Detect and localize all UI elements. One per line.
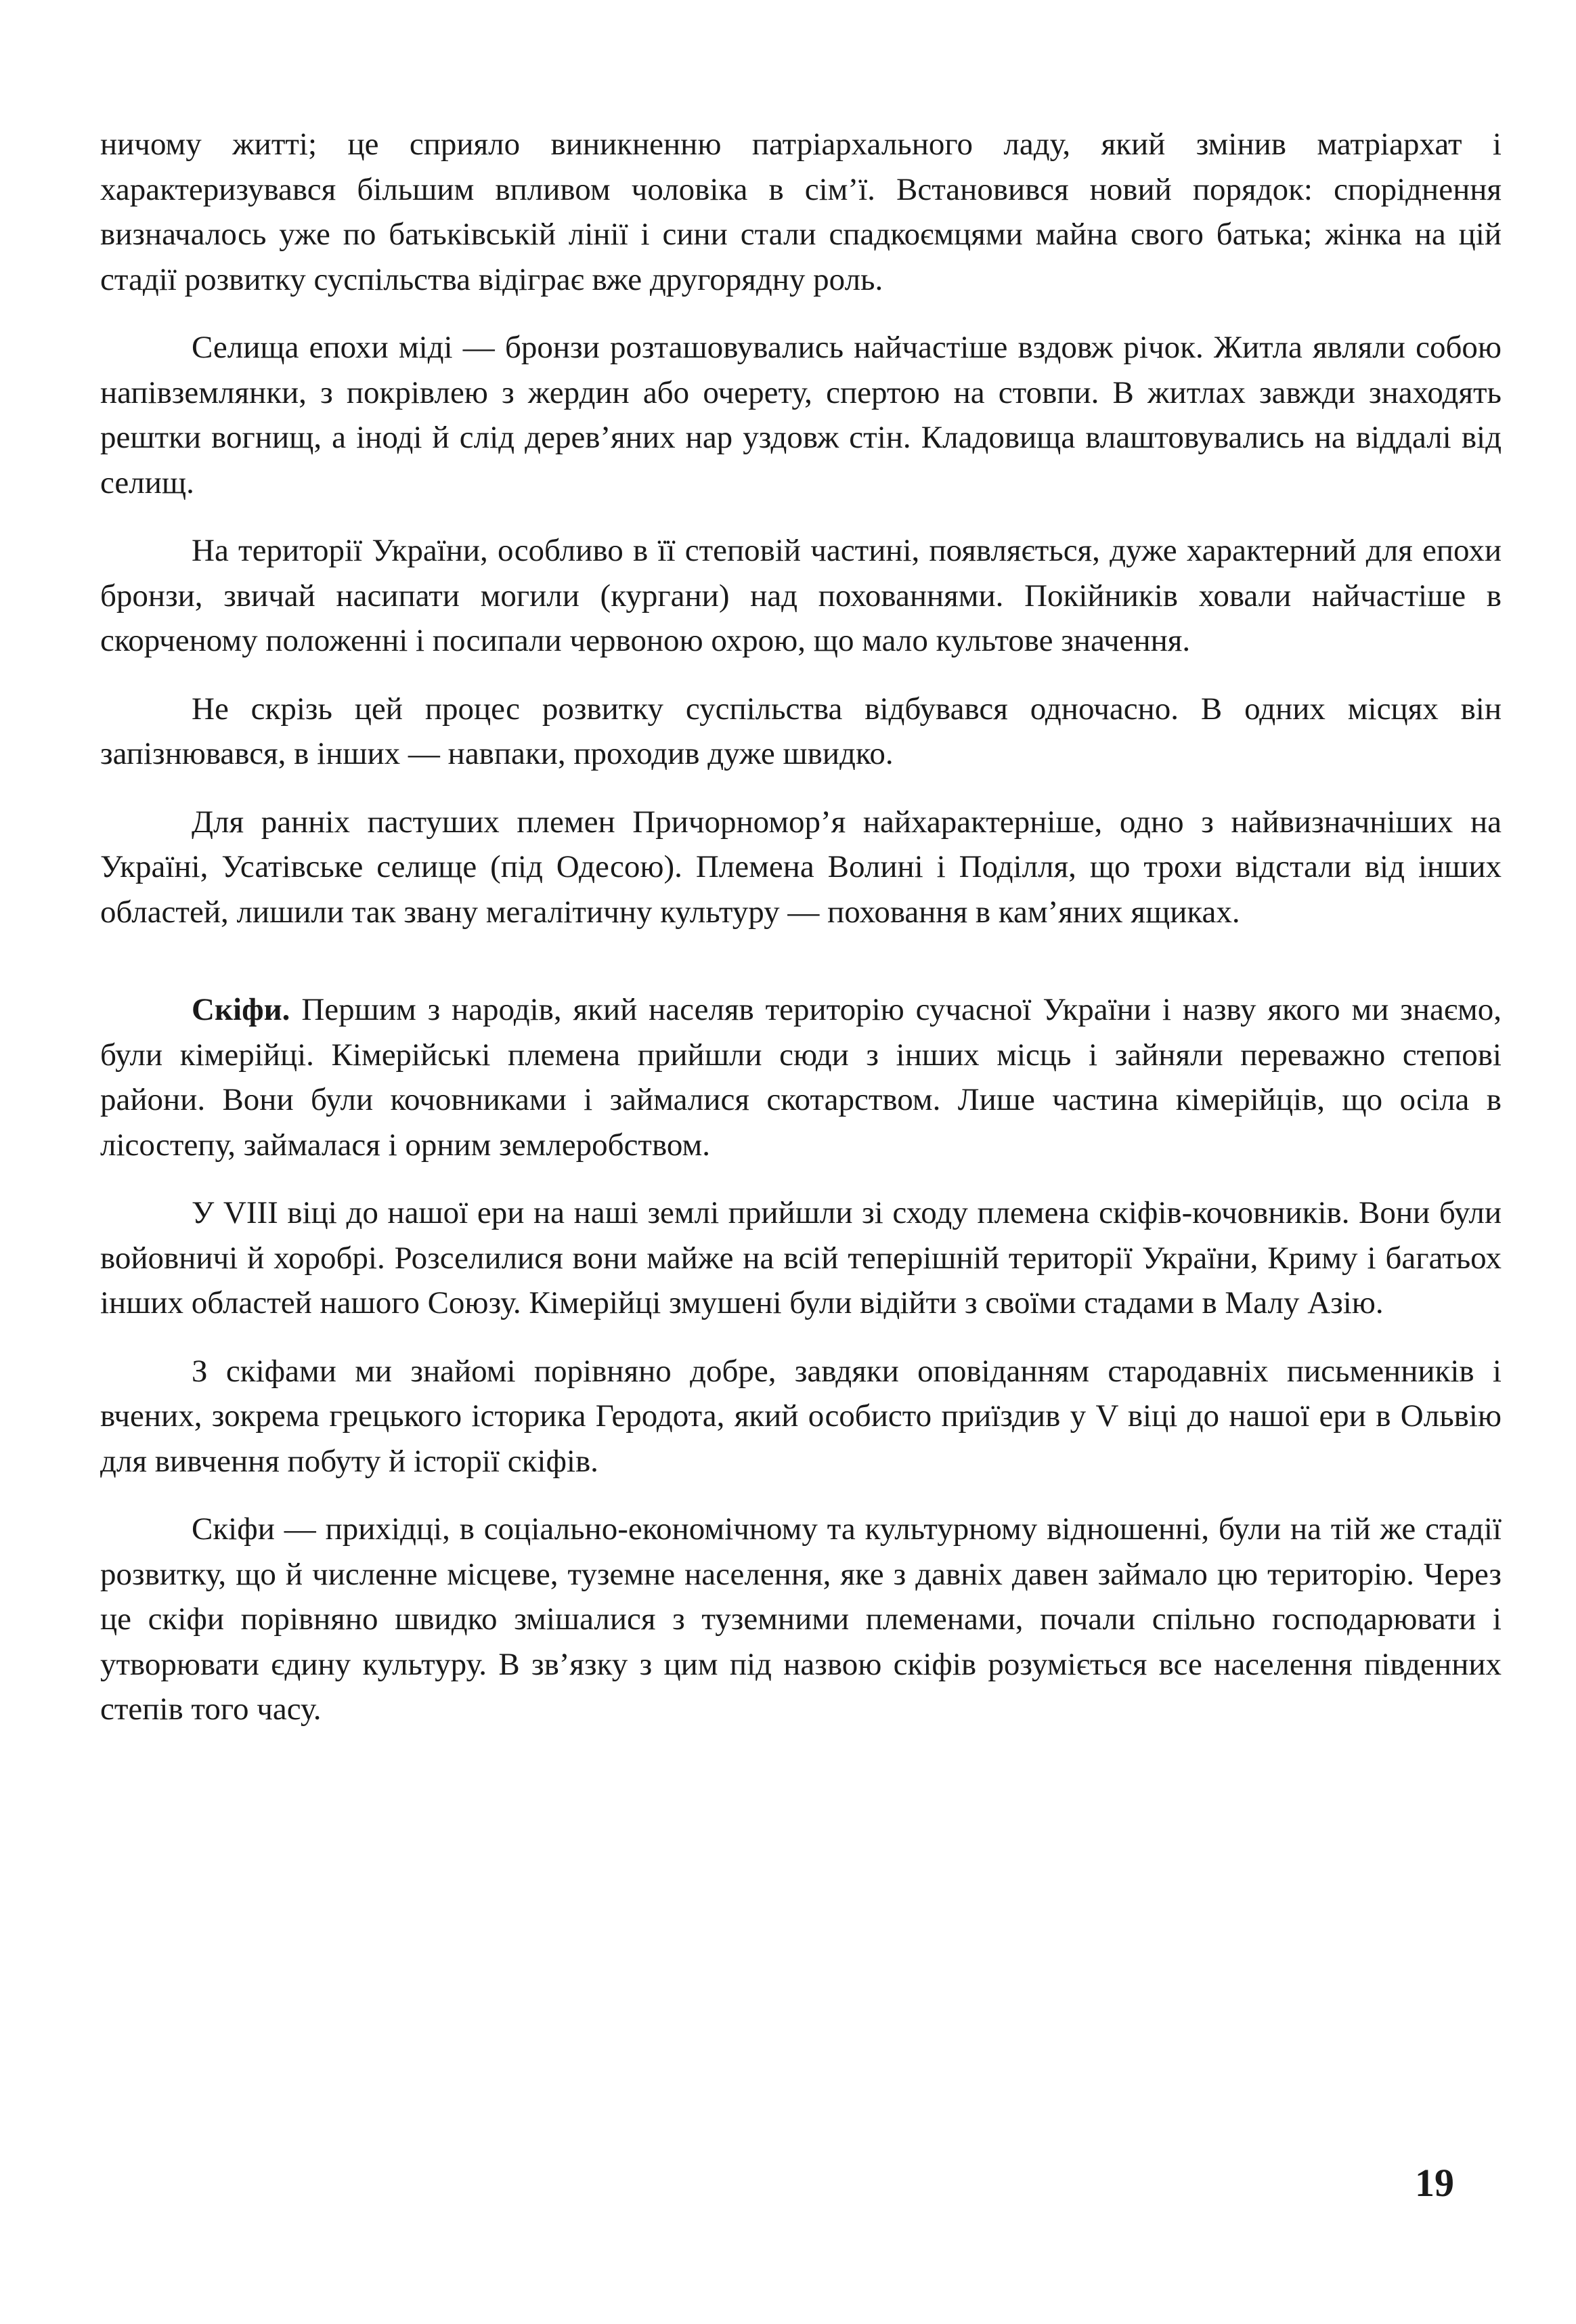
paragraph-2: Селища епохи міді — бронзи розташовувались найчастіше вздовж річок. Житла являли собою напівземлянки, з покрівлею з жердин або очерету, спертою на стовпи. В житлах завжди знаходять рештки вогнищ, а іноді й слід дерев’яних нар уздовж стін. Кладовища влаштовувались на віддалі від селищ. bbox=[100, 330, 1502, 500]
section-first-paragraph bbox=[100, 987, 1502, 1167]
paragraph-5: Для ранніх пастуших племен Причорномор’я найхарактерніше, одно з найвизначніших на Україні, Усатівське селище (під Одесою). Племена Волині і Поділля, що трохи відстали від інших областей, лишили так звану мегалітичну культуру — поховання в кам’яних ящиках. bbox=[100, 804, 1502, 930]
paragraph-4: Не скрізь цей процес розвитку суспільства відбувався одночасно. В одних місцях він запізнювався, в інших — навпаки, проходив дуже швидко. bbox=[100, 691, 1502, 771]
section-first-paragraph-text: Першим з народів, який населяв територію сучасної України і назву якого ми знаємо, були кімерійці. Кімерійські племена прийшли сюди з інших місць і зайняли переважно степові райони. Вони були кочовниками і займалися скотарством. Лише частина кімерійців, що осіла в лісостепу, займалася і орним землеробством. bbox=[100, 992, 1502, 1163]
section-heading: Скіфи. bbox=[192, 992, 290, 1027]
section-gap bbox=[100, 957, 1502, 987]
section-paragraph-3: З скіфами ми знайомі порівняно добре, завдяки оповіданням стародавніх письменників і вчених, зокрема грецького історика Геродота, який особисто приїздив у V віці до нашої ери в Ольвію для вивчення побуту й історії скіфів. bbox=[100, 1353, 1502, 1479]
paragraph-3: На території України, особливо в її степовій частині, появляється, дуже характерний для епохи бронзи, звичай насипати могили (кургани) над похованнями. Покійників ховали найчастіше в скорченому положенні і посипали червоною охрою, що мало культове значення. bbox=[100, 533, 1502, 658]
paragraph-1: ничому житті; це сприяло виникненню патріархального ладу, який змінив матріархат і характеризувався більшим впливом чоловіка в сім’ї. Встановився новий порядок: споріднення визначалось уже по батьківській лінії і сини стали спадкоємцями майна свого батька; жінка на цій стадії розвитку суспільства відіграє вже другорядну роль. bbox=[100, 127, 1502, 297]
section-paragraph-2: У VIII віці до нашої ери на наші землі прийшли зі сходу племена скіфів-кочовників. Вони були войовничі й хоробрі. Розселилися вони майже на всій теперішній території України, Криму і багатьох інших областей нашого Союзу. Кімерійці змушені були відійти з своїми стадами в Малу Азію. bbox=[100, 1195, 1502, 1320]
page-number: 19 bbox=[1415, 2161, 1454, 2205]
section-paragraph-4: Скіфи — прихідці, в соціально-економічному та культурному відношенні, були на тій же стадії розвитку, що й численне місцеве, туземне населення, яке з давніх давен займало цю територію. Через це скіфи порівняно швидко змішалися з туземними племенами, почали спільно господарювати і утворювати єдину культуру. В зв’язку з цим під назвою скіфів розуміється все населення південних степів того часу. bbox=[100, 1511, 1502, 1727]
page-body bbox=[100, 122, 1502, 1755]
